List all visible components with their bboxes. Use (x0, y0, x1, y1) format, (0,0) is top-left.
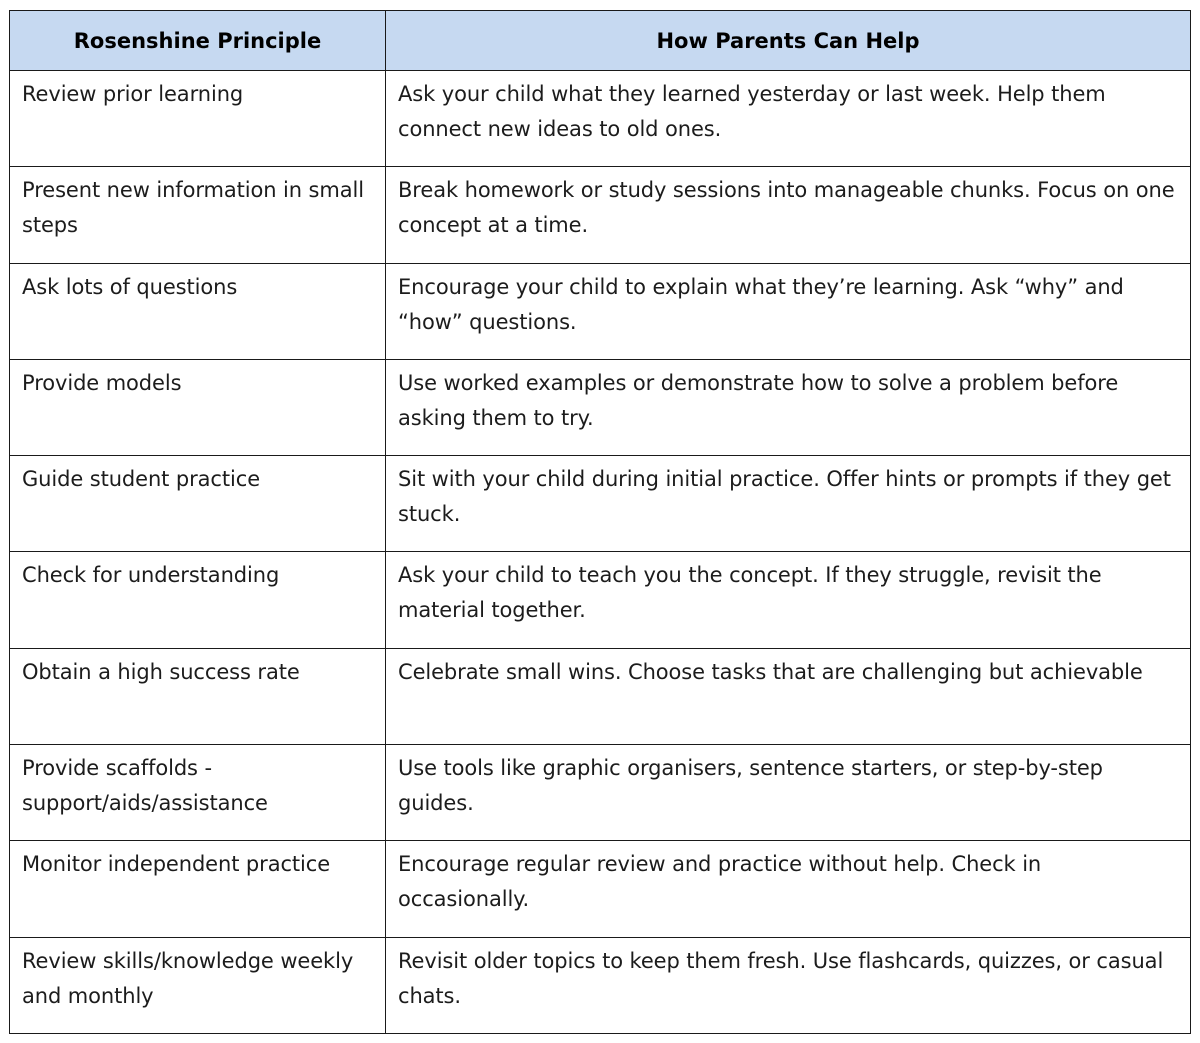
principle-cell: Present new information in small steps (10, 167, 386, 263)
principle-cell: Review skills/knowledge weekly and monthly (10, 937, 386, 1033)
table-row (10, 937, 1191, 1033)
principle-cell: Monitor independent practice (10, 841, 386, 937)
help-cell: Ask your child to teach you the concept. If they struggle, revisit the material together. (386, 552, 1191, 648)
principles-table (9, 10, 1191, 1034)
header-principle: Rosenshine Principle (10, 11, 386, 71)
header-parents-help: How Parents Can Help (386, 11, 1191, 71)
table-row (10, 263, 1191, 359)
principle-cell: Provide scaffolds - support/aids/assistance (10, 745, 386, 841)
table-row (10, 648, 1191, 744)
help-cell: Sit with your child during initial practice. Offer hints or prompts if they get stuck. (386, 456, 1191, 552)
table-row (10, 552, 1191, 648)
principle-cell: Ask lots of questions (10, 263, 386, 359)
table-row (10, 745, 1191, 841)
help-cell: Ask your child what they learned yesterday or last week. Help them connect new ideas to old ones. (386, 71, 1191, 167)
help-cell: Encourage regular review and practice without help. Check in occasionally. (386, 841, 1191, 937)
table-row (10, 167, 1191, 263)
principle-cell: Provide models (10, 359, 386, 455)
principle-cell: Review prior learning (10, 71, 386, 167)
principle-cell: Guide student practice (10, 456, 386, 552)
table-row (10, 456, 1191, 552)
help-cell: Encourage your child to explain what they’re learning. Ask “why” and “how” questions. (386, 263, 1191, 359)
table-row (10, 841, 1191, 937)
principle-cell: Obtain a high success rate (10, 648, 386, 744)
table-row (10, 71, 1191, 167)
principle-cell: Check for understanding (10, 552, 386, 648)
help-cell: Break homework or study sessions into manageable chunks. Focus on one concept at a time. (386, 167, 1191, 263)
help-cell: Revisit older topics to keep them fresh. Use flashcards, quizzes, or casual chats. (386, 937, 1191, 1033)
table-header-row (10, 11, 1191, 71)
help-cell: Use tools like graphic organisers, sentence starters, or step-by-step guides. (386, 745, 1191, 841)
table-row (10, 359, 1191, 455)
help-cell: Celebrate small wins. Choose tasks that are challenging but achievable (386, 648, 1191, 744)
help-cell: Use worked examples or demonstrate how to solve a problem before asking them to try. (386, 359, 1191, 455)
